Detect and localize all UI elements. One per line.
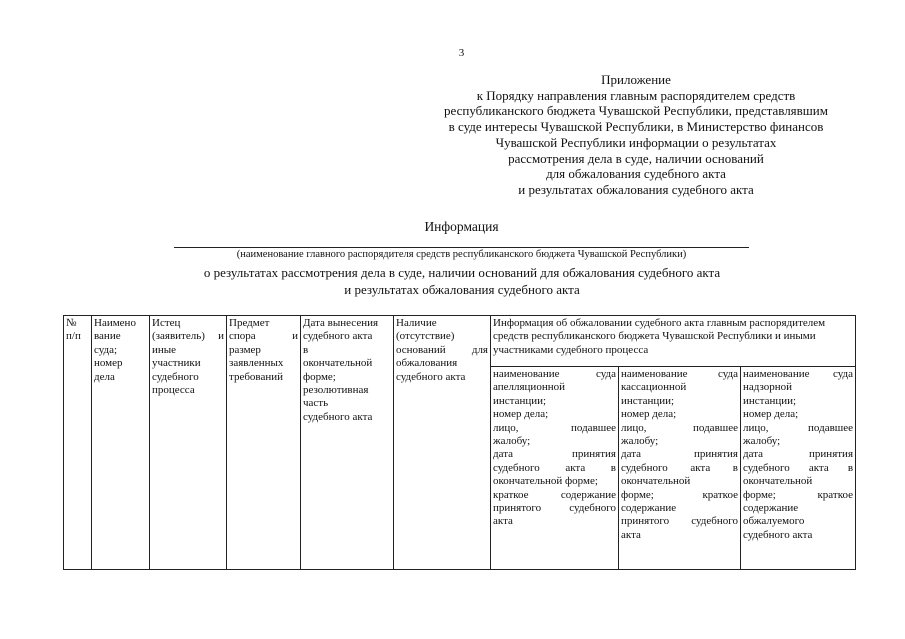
cell-line — [743, 395, 853, 408]
cell-line — [743, 448, 853, 461]
cell-line: № — [66, 317, 77, 329]
cell-line — [621, 529, 738, 542]
header-claim-subject — [227, 316, 301, 570]
cell-line: форме; — [303, 370, 336, 383]
document-subtitle — [150, 264, 774, 298]
cell-line — [493, 489, 616, 502]
cell-word: судебного — [691, 515, 738, 528]
cell-word: принятия — [694, 448, 738, 461]
org-name-caption: (наименование главного распорядителя средств республиканского бюджета Чувашской Республики) — [236, 249, 687, 260]
cell-line — [621, 462, 738, 475]
cell-word: наименование — [621, 368, 688, 380]
cell-line: Наимено — [94, 317, 136, 329]
cell-line — [493, 368, 616, 381]
cell-line — [152, 371, 224, 384]
cell-word: жалобу; — [493, 435, 531, 448]
information-table — [63, 315, 856, 570]
appendix-line: республиканского бюджета Чувашской Республики, представлявшим — [444, 103, 828, 119]
cell-line — [152, 357, 224, 370]
cell-line — [493, 448, 616, 461]
cell-line — [743, 422, 853, 435]
cell-line — [621, 395, 738, 408]
cell-line — [621, 448, 738, 461]
cell-word: акта — [808, 461, 829, 474]
cell-word: акта — [621, 528, 641, 541]
header-appeal-grounds — [394, 316, 491, 570]
cell-line — [493, 475, 616, 488]
appendix-note — [400, 72, 872, 198]
cell-word: подавшее — [808, 421, 854, 434]
cell-line — [493, 515, 616, 528]
cell-line — [493, 408, 616, 421]
header-supervisory-court — [741, 367, 856, 570]
cell-word: принятия — [572, 448, 616, 461]
cell-word: судебного акта — [743, 528, 813, 541]
cell-word: инстанции; — [743, 394, 797, 407]
cell-word: форме; — [743, 488, 776, 501]
cell-line — [621, 422, 738, 435]
cell-line — [743, 435, 853, 448]
cell-word: форме; — [621, 488, 654, 501]
cell-line: окончательной — [303, 357, 373, 370]
header-appeal-info: Информация об обжаловании судебного акта главным распорядителем средств республиканского бюджета Чувашской Республики и иными участниками судебного процесса — [491, 316, 856, 367]
cell-word: Истец — [152, 317, 181, 329]
header-cassation-court — [619, 367, 741, 570]
cell-word: судебного — [152, 370, 199, 383]
cell-word: для — [471, 343, 488, 356]
cell-word: краткое — [493, 488, 529, 501]
cell-word: (заявитель) — [152, 330, 205, 343]
cell-word: судебного — [743, 461, 790, 474]
cell-line — [621, 381, 738, 394]
cell-line: суда; — [94, 343, 118, 356]
cell-line — [621, 368, 738, 381]
header-decision-date — [301, 316, 394, 570]
cell-word: судебного — [493, 461, 540, 474]
cell-line — [621, 515, 738, 528]
appendix-line: и результатах обжалования судебного акта — [518, 181, 754, 197]
cell-word: суда — [595, 368, 616, 380]
cell-line: в — [303, 343, 309, 356]
appendix-line: для обжалования судебного акта — [546, 166, 726, 182]
cell-word: инстанции; — [493, 394, 547, 407]
page-number: 3 — [458, 47, 465, 59]
cell-word: (отсутствие) — [396, 330, 455, 343]
cell-word: суда — [717, 368, 738, 380]
cell-word: жалобу; — [621, 435, 659, 448]
subtitle-line-1: о результатах рассмотрения дела в суде, наличии оснований для обжалования судебного акта — [203, 265, 721, 280]
header-court — [92, 316, 150, 570]
appendix-line: Чувашской Республики информации о результатах — [495, 134, 777, 150]
cell-word: акта — [493, 515, 513, 528]
cell-line — [621, 489, 738, 502]
cell-line — [493, 395, 616, 408]
cell-word: дата — [493, 448, 514, 461]
cell-line — [396, 317, 488, 330]
cell-word: оснований — [396, 343, 446, 356]
cell-word: содержание — [743, 502, 799, 515]
cell-line — [396, 344, 488, 357]
cell-word: инстанции; — [621, 394, 675, 407]
cell-word: краткое — [702, 488, 738, 501]
cell-word: принятого — [621, 515, 670, 528]
subtitle-line-2: и результатах обжалования судебного акта — [344, 282, 580, 297]
cell-word: и — [292, 330, 298, 343]
cell-word: жалобу; — [743, 435, 781, 448]
cell-line — [743, 515, 853, 528]
cell-word: надзорной — [743, 381, 793, 394]
cell-line: номер — [94, 357, 123, 370]
cell-line — [396, 371, 488, 384]
cell-line: часть — [303, 397, 329, 410]
cell-word: номер дела; — [621, 408, 677, 421]
cell-word: лицо, — [493, 421, 519, 434]
cell-line — [229, 357, 298, 370]
cell-word: окончательной — [621, 475, 691, 488]
cell-line — [229, 344, 298, 357]
cell-line — [493, 502, 616, 515]
cell-line — [229, 371, 298, 384]
cell-word: акта — [565, 461, 586, 474]
cell-word: заявленных — [229, 357, 284, 370]
cell-word: принятия — [809, 448, 854, 461]
cell-word: содержание — [560, 488, 616, 501]
cell-word: номер дела; — [493, 408, 549, 421]
cell-word: кассационной — [621, 381, 687, 394]
cell-line — [743, 502, 853, 515]
cell-line — [229, 330, 298, 343]
cell-word: акта — [690, 461, 711, 474]
cell-line: вание — [94, 330, 121, 343]
appendix-line: в суде интересы Чувашской Республики, в Министерство финансов — [448, 119, 824, 135]
cell-word: дата — [743, 448, 764, 461]
appendix-line: Приложение — [601, 72, 671, 87]
cell-line — [396, 357, 488, 370]
cell-word: процесса — [152, 384, 195, 397]
cell-word: требований — [229, 370, 284, 383]
cell-word: участники — [152, 357, 201, 370]
org-name-line — [174, 247, 749, 248]
cell-line — [493, 435, 616, 448]
appendix-line: к Порядку направления главным распорядителем средств — [476, 87, 796, 103]
cell-word: подавшее — [693, 421, 738, 434]
cell-line: судебного акта — [303, 410, 373, 423]
cell-word: дата — [621, 448, 642, 461]
cell-line — [229, 317, 298, 330]
cell-word: лицо, — [743, 421, 769, 434]
cell-word: иные — [152, 343, 177, 356]
cell-line — [743, 381, 853, 394]
cell-word: окончательной форме; — [493, 475, 598, 488]
cell-word: подавшее — [571, 421, 616, 434]
cell-line — [621, 435, 738, 448]
cell-word: и — [218, 330, 224, 343]
cell-line — [743, 408, 853, 421]
cell-line — [152, 317, 224, 330]
cell-word: в — [847, 461, 854, 474]
cell-word: принятого — [493, 502, 542, 515]
cell-line: дела — [94, 370, 115, 383]
cell-word: краткое — [817, 488, 854, 501]
cell-word: лицо, — [621, 421, 647, 434]
cell-word: апелляционной — [493, 381, 565, 394]
cell-word: в — [610, 461, 616, 474]
cell-line — [743, 475, 853, 488]
cell-word: Наличие — [396, 317, 437, 329]
cell-word: судебного акта — [396, 370, 466, 383]
cell-line: Дата вынесения — [303, 317, 379, 329]
cell-line — [621, 502, 738, 515]
cell-line — [396, 330, 488, 343]
cell-line: судебного акта — [303, 330, 373, 343]
cell-line: резолютивная — [303, 384, 369, 397]
cell-word: содержание — [621, 502, 677, 515]
cell-word: судебного — [569, 502, 616, 515]
cell-line — [621, 475, 738, 488]
cell-line — [621, 408, 738, 421]
cell-line — [152, 384, 224, 397]
cell-line — [152, 344, 224, 357]
cell-word: наименование — [743, 368, 810, 380]
cell-word: обжалования — [396, 357, 458, 370]
cell-word: наименование — [493, 368, 560, 380]
cell-line — [743, 462, 853, 475]
cell-line: п/п — [66, 330, 81, 343]
header-plaintiff — [150, 316, 227, 570]
document-title: Информация — [424, 219, 499, 234]
header-appellate-court — [491, 367, 619, 570]
cell-line — [743, 529, 853, 542]
cell-word: обжалуемого — [743, 515, 805, 528]
cell-word: в — [732, 461, 738, 474]
appendix-line: рассмотрения дела в суде, наличии оснований — [508, 150, 764, 166]
cell-word: номер дела; — [743, 408, 799, 421]
cell-line — [152, 330, 224, 343]
cell-word: Предмет — [229, 317, 270, 329]
cell-line — [493, 422, 616, 435]
cell-word: спора — [229, 330, 256, 343]
cell-word: суда — [832, 368, 854, 380]
cell-line — [743, 368, 853, 381]
cell-word: судебного — [621, 461, 668, 474]
header-number — [64, 316, 92, 570]
cell-line — [493, 462, 616, 475]
cell-line — [743, 489, 853, 502]
cell-word: размер — [229, 343, 261, 356]
cell-word: окончательной — [743, 475, 813, 488]
cell-line — [493, 381, 616, 394]
